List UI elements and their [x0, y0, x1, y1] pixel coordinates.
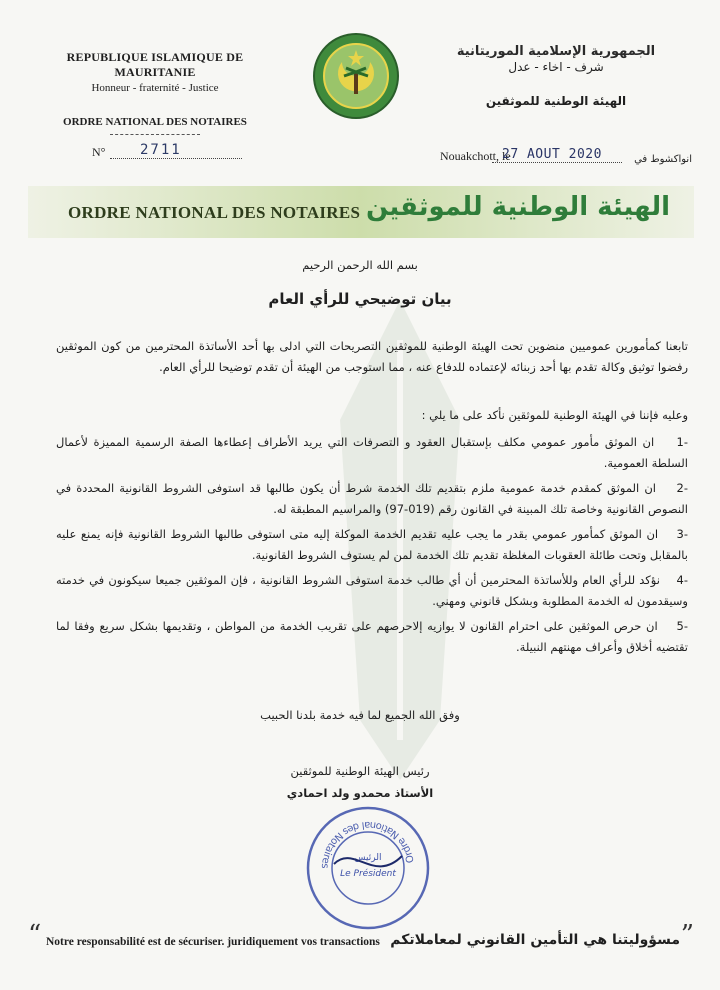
reference-number: [92, 140, 242, 162]
footer-arabic: مسؤوليتنا هي التأمين القانوني لمعاملاتكم: [390, 932, 680, 948]
header-right: [436, 44, 676, 108]
order-arabic: الهيئة الوطنية للموثقين: [485, 94, 627, 108]
banner-french: ORDRE NATIONAL DES NOTAIRES: [68, 203, 361, 222]
motto-french: Honneur - fraternité - Justice: [91, 82, 219, 94]
item-text: ان حرص الموثقين على احترام القانون لا يوازيه إلاحرصهم على تقريب الخدمة من المواطن ، وتقديمها بشكل سريع وفقا لما تقتضيه أخلاق وأعراف مهنتهم النبيلة.: [56, 619, 688, 654]
signatory-role: رئيس الهيئة الوطنية للموثقين: [290, 764, 430, 778]
banner-arabic: الهيئة الوطنية للموثقين: [366, 192, 670, 222]
official-stamp-icon: [304, 804, 432, 932]
title-banner: [28, 186, 694, 238]
list-item: [56, 524, 688, 566]
number-value: 2711: [140, 142, 182, 158]
close-quote: ”: [680, 920, 694, 950]
list-item: [56, 570, 688, 612]
number-dotted-line: [110, 158, 242, 159]
statement-title: بيان توضيحي للرأي العام: [268, 290, 452, 308]
points-list: [56, 432, 688, 662]
republic-arabic: الجمهورية الإسلامية الموريتانية: [456, 44, 656, 59]
item-text: ان الموثق كمأمور عمومي بقدر ما يجب عليه تقديم الخدمة الموكلة إليه متى استوفى طالبها الشروط القانونية فإنه يمنع عليه بالمقابل وتحت طائلة العقوبات المغلظة تقديم تلك الخدمة لمن لم يستوف الشروط القانونية.: [56, 527, 688, 562]
republic-french: REPUBLIQUE ISLAMIQUE DE MAURITANIE: [66, 50, 244, 79]
national-emblem-icon: [312, 32, 400, 120]
closing-line: وفق الله الجميع لما فيه خدمة بلدنا الحبيب: [260, 708, 460, 722]
therefore-paragraph: وعليه فإننا في الهيئة الوطنية للموثقين نأكد على ما يلي :: [421, 408, 688, 422]
date-dotted-line: [492, 162, 622, 163]
item-number: -3: [676, 527, 689, 541]
list-item: [56, 432, 688, 474]
date-value: 27 AOUT 2020: [502, 147, 602, 162]
header-divider: [110, 134, 200, 135]
list-item: [56, 616, 688, 658]
motto-arabic: شرف - اخاء - عدل: [508, 60, 604, 74]
open-quote: “: [28, 920, 42, 950]
item-number: -4: [676, 573, 688, 587]
item-text: ان الموثق مأمور عمومي مكلف بإستقبال العقود و التصرفات التي يريد الأطراف إعطاءها الصفة الرسمية المميزة لأعمال السلطة العمومية.: [56, 435, 688, 470]
order-french: ORDRE NATIONAL DES NOTAIRES: [63, 116, 247, 128]
place-label: Nouakchott, le: [440, 149, 511, 163]
intro-paragraph: تابعنا كمأمورين عموميين منضوين تحت الهيئة الوطنية للموثقين التصريحات التي ادلى بها أحد الأساتذة المحترمين من كون الموثقين رفضوا توثيق وكالة تقدم بها أحد زبنائه لإعتماده للدفاع عنه ، مما استوجب من الهيئة أن تقدم توضيحا للرأي العام.: [56, 339, 688, 374]
signature-block: [250, 760, 470, 804]
place-date: [440, 142, 692, 166]
signatory-name: الأستاذ محمدو ولد احمادي: [286, 786, 434, 800]
item-number: -5: [676, 619, 688, 633]
place-label-arabic: انواكشوط في: [634, 154, 692, 165]
item-text: نؤكد للرأي العام وللأساتذة المحترمين أن أي طالب خدمة استوفى الشروط القانونية ، فإن الموثقين جميعا سيكونون في خدمته وسيقدمون له الخدمة المطلوبة وبشكل قانوني ومهني.: [56, 573, 688, 608]
basmala: بسم الله الرحمن الرحيم: [302, 258, 418, 272]
stamp-center-arabic: الرئيس: [354, 853, 382, 863]
stamp-center-text: Le Président: [340, 869, 396, 879]
number-label: N°: [92, 145, 106, 159]
item-text: ان الموثق كمقدم خدمة عمومية ملزم بتقديم تلك الخدمة شرط أن يكون طالبها قد استوفى الشروط القانونية المحددة في النصوص القانونية وخاصة تلك المبينة في القانون رقم (019-97) والمراسيم المطبقة له.: [56, 481, 688, 516]
stamp-ring-text: Ordre National des Notaires: [318, 818, 417, 869]
item-number: -2: [676, 481, 689, 495]
footer: [28, 920, 694, 968]
list-item: [56, 478, 688, 520]
footer-french: Notre responsabilité est de sécuriser. juridiquement vos transactions: [46, 936, 380, 948]
item-number: -1: [676, 435, 689, 449]
header-left: [40, 50, 270, 135]
